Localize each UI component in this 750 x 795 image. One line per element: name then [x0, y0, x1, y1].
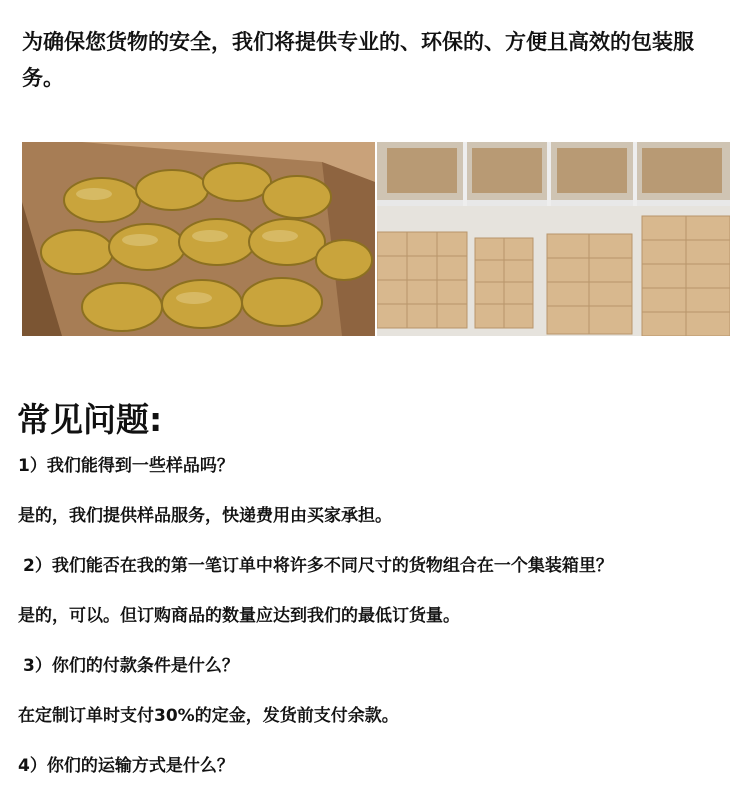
packaging-intro-text: 为确保您货物的安全，我们将提供专业的、环保的、方便且高效的包装服务。 — [22, 30, 694, 90]
faq-title: 常见问题: — [17, 400, 163, 439]
clipped-heading-fragment — [0, 0, 750, 6]
faq-question-1: 1）我们能得到一些样品吗？ — [18, 456, 234, 476]
faq-answer-3: 在定制订单时支付30%的定金，发货前支付余款。 — [18, 706, 399, 726]
packed-gold-tins-photo — [22, 142, 375, 336]
warehouse-cartons-photo — [377, 142, 730, 336]
faq-answer-1: 是的，我们提供样品服务，快递费用由买家承担。 — [18, 506, 392, 526]
faq-question-2: 2）我们能否在我的第一笔订单中将许多不同尺寸的货物组合在一个集装箱里？ — [23, 556, 613, 576]
faq-question-3: 3）你们的付款条件是什么？ — [23, 656, 239, 676]
faq-question-4: 4）你们的运输方式是什么？ — [18, 756, 234, 776]
packaging-photos — [22, 142, 730, 336]
faq-answer-2: 是的，可以。但订购商品的数量应达到我们的最低订货量。 — [18, 606, 460, 626]
